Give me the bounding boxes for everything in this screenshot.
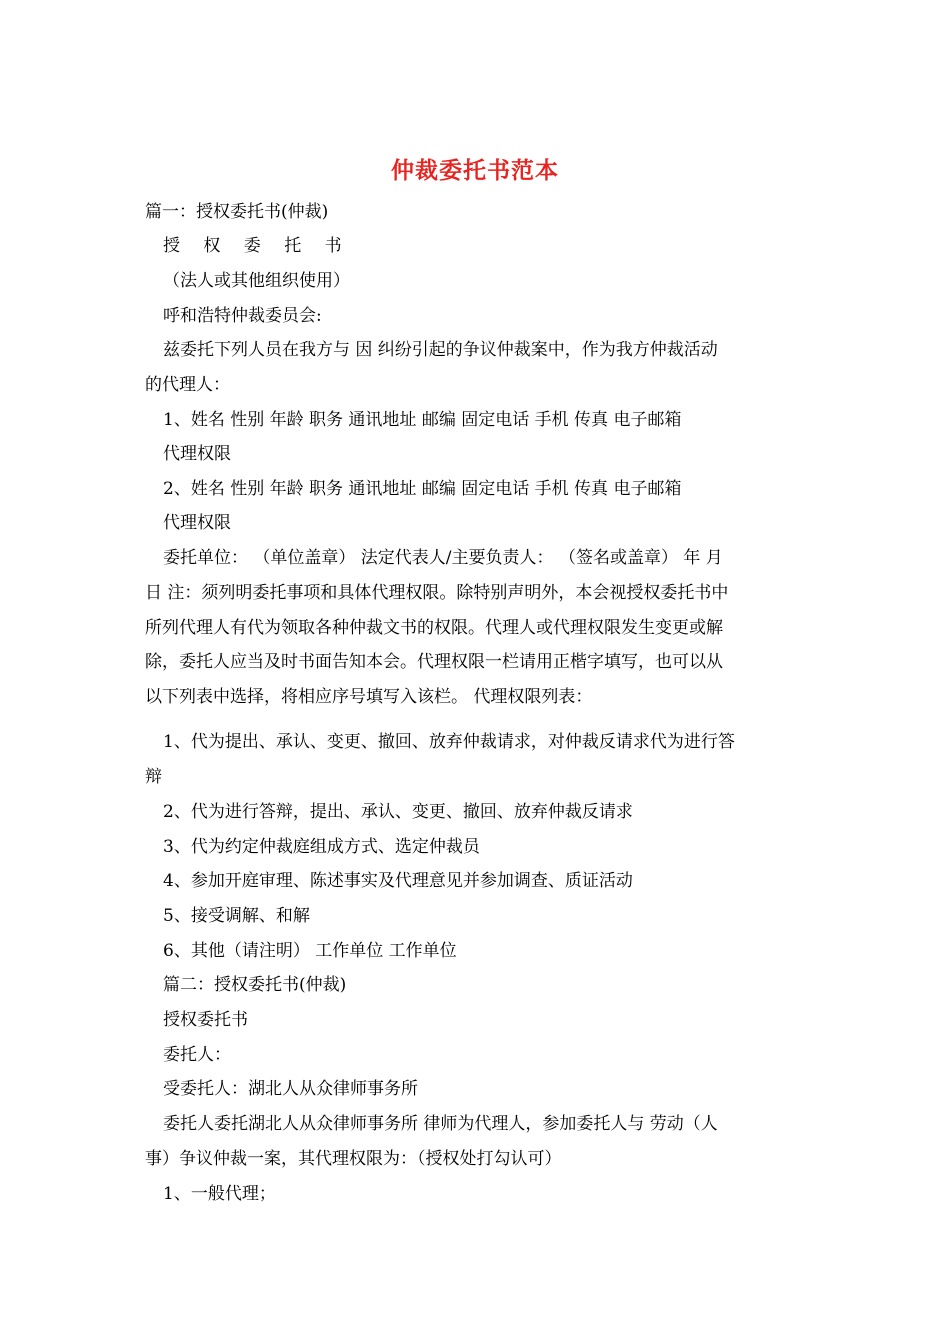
paragraph-line: 事）争议仲裁一案，其代理权限为：（授权处打勾认可） [145,1149,562,1169]
doc-subheading: 授 权 委 托 书 [163,236,351,256]
agent-2-authority: 代理权限 [163,513,231,533]
section-heading-2: 篇二：授权委托书(仲裁) [163,975,347,995]
paragraph-line: 以下列表中选择，将相应序号填写入该栏。 代理权限列表： [145,687,593,707]
list-item: 6、其他（请注明） 工作单位 工作单位 [163,941,457,961]
list-item: 3、代为约定仲裁庭组成方式、选定仲裁员 [163,837,480,857]
agent-2-line: 2、姓名 性别 年龄 职务 通讯地址 邮编 固定电话 手机 传真 电子邮箱 [163,479,682,499]
signature-line: 委托单位： （单位盖章） 法定代表人/主要负责人： （签名或盖章） 年 月 [163,548,723,568]
list-item: 2、代为进行答辩，提出、承认、变更、撤回、放弃仲裁反请求 [163,802,633,822]
agent-line: 受委托人：湖北人从众律师事务所 [163,1079,418,1099]
paragraph-line: 日 注：须列明委托事项和具体代理权限。除特别声明外，本会视授权委托书中 [145,583,729,603]
principal-line: 委托人： [163,1045,231,1065]
agent-1-line: 1、姓名 性别 年龄 职务 通讯地址 邮编 固定电话 手机 传真 电子邮箱 [163,410,682,430]
paragraph-line: 所列代理人有代为领取各种仲裁文书的权限。代理人或代理权限发生变更或解 [145,618,723,638]
paragraph-line: 的代理人： [145,375,230,395]
agent-1-authority: 代理权限 [163,444,231,464]
list-item: 1、代为提出、承认、变更、撤回、放弃仲裁请求，对仲裁反请求代为进行答 [163,732,735,752]
list-item: 1、一般代理； [163,1184,276,1204]
paragraph-line: 委托人委托湖北人从众律师事务所 律师为代理人，参加委托人与 劳动（人 [163,1114,718,1134]
paragraph-line: 除，委托人应当及时书面告知本会。代理权限一栏请用正楷字填写，也可以从 [145,652,723,672]
list-item-continued: 辩 [145,767,162,787]
paragraph-line: 兹委托下列人员在我方与 因 纠纷引起的争议仲裁案中，作为我方仲裁活动 [163,340,718,360]
section-heading-1: 篇一：授权委托书(仲裁) [145,202,329,222]
document-title: 仲裁委托书范本 [391,157,559,184]
list-item: 5、接受调解、和解 [163,906,310,926]
doc-subheading: 授权委托书 [163,1010,248,1030]
list-item: 4、参加开庭审理、陈述事实及代理意见并参加调查、质证活动 [163,871,633,891]
doc-note: （法人或其他组织使用） [163,271,350,291]
addressee: 呼和浩特仲裁委员会: [163,306,322,326]
